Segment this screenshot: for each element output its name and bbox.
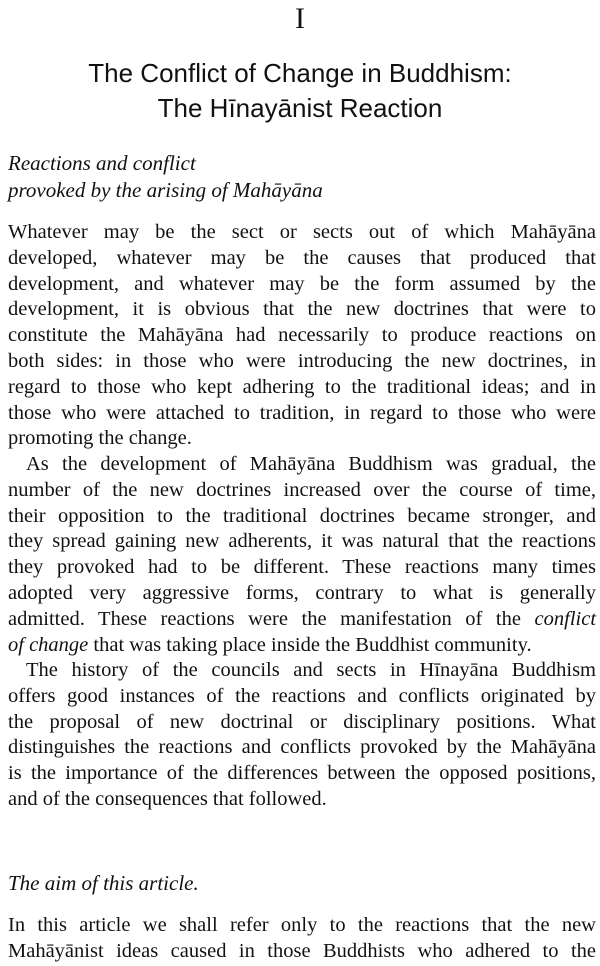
chapter-title-line-2: The Hīnayānist Reaction xyxy=(157,93,443,123)
paragraph-line: the proposal of new doctrinal or disciplinary positions. What xyxy=(8,710,596,733)
paragraph-line: their opposition to the traditional doctrines became stronger, and xyxy=(8,504,596,527)
paragraph-line: adopted very aggressive forms, contrary to what is generally xyxy=(8,581,596,604)
paragraph-text: admitted. These reactions were the manifestation of the xyxy=(8,607,521,630)
paragraph-line: they provoked had to be different. These reactions many times xyxy=(8,556,596,579)
section-heading-aim xyxy=(8,870,596,897)
paragraph-line: those who were attached to tradition, in regard to those who were xyxy=(8,401,596,424)
section-heading-line: The aim of this article. xyxy=(8,871,199,895)
paragraph-line: In this article we shall refer only to the reactions that the new xyxy=(8,914,596,936)
paragraph-line: regard to those who kept adhering to the traditional ideas; and in xyxy=(8,375,596,398)
paragraph-line: offers good instances of the reactions and conflicts originated by xyxy=(8,684,596,707)
paragraph-line: they spread gaining new adherents, it was natural that the reactions xyxy=(8,530,596,553)
body-paragraph-4 xyxy=(8,913,596,965)
paragraph-line: developed, whatever may be the causes that produced that xyxy=(8,246,596,269)
chapter-number: I xyxy=(295,2,305,35)
italic-term: conflict xyxy=(534,607,597,630)
section-heading-reactions xyxy=(8,150,596,204)
paragraph-line: The history of the councils and sects in Hīnayāna Buddhism xyxy=(26,659,596,681)
paragraph-line: development, it is obvious that the new doctrines that were to xyxy=(8,298,596,321)
paragraph-line: is the importance of the differences between the opposed positions, xyxy=(8,762,596,785)
chapter-title xyxy=(20,56,580,126)
paragraph-line: both sides: in those who were introducing the new doctrines, in xyxy=(8,349,596,372)
section-heading-line-1: Reactions and conflict xyxy=(8,151,196,175)
paragraph-line-with-italic xyxy=(8,633,596,659)
body-paragraph-2 xyxy=(8,452,596,658)
paragraph-line: Whatever may be the sect or sects out of which Mahāyāna xyxy=(8,221,596,243)
paragraph-line: distinguishes the reactions and conflicts provoked by the Mahāyāna xyxy=(8,736,596,759)
paragraph-line: constitute the Mahāyāna had necessarily to produce reactions on xyxy=(8,324,596,347)
paragraph-line: development, and whatever may be the form assumed by the xyxy=(8,272,596,295)
paragraph-text: that was taking place inside the Buddhist community. xyxy=(88,633,532,656)
body-paragraph-1 xyxy=(8,220,596,452)
paragraph-line: and of the consequences that followed. xyxy=(8,787,327,810)
chapter-title-line-1: The Conflict of Change in Buddhism: xyxy=(88,58,512,88)
section-heading-line-2: provoked by the arising of Mahāyāna xyxy=(8,178,323,202)
paragraph-line: number of the new doctrines increased over the course of time, xyxy=(8,478,596,501)
paragraph-line: promoting the change. xyxy=(8,427,192,450)
italic-term: of change xyxy=(8,633,89,656)
paragraph-line: As the development of Mahāyāna Buddhism was gradual, the xyxy=(26,453,596,475)
body-paragraph-3 xyxy=(8,658,596,813)
paragraph-line: Mahāyānist ideas caused in those Buddhists who adhered to the xyxy=(8,939,596,962)
paragraph-line-with-italic xyxy=(8,607,596,633)
